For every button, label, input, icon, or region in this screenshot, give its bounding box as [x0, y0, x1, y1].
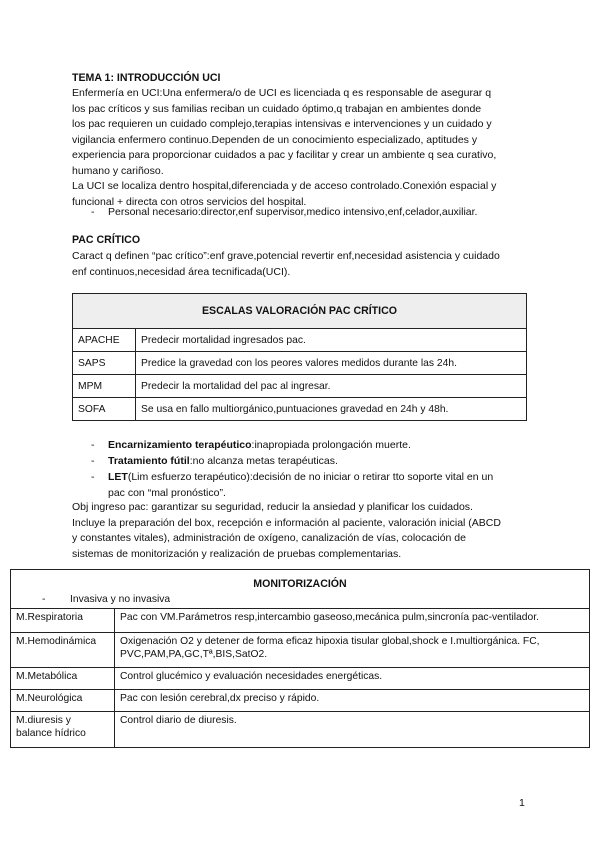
table-row — [11, 633, 590, 668]
page-number: 1 — [519, 797, 525, 809]
scales-table-header: ESCALAS VALORACIÓN PAC CRÍTICO — [73, 294, 527, 329]
monitoring-type: M.diuresis y balance hídrico — [11, 712, 115, 748]
ingreso-line: Obj ingreso pac: garantizar su seguridad, reducir la ansiedad y planificar los cuidados. — [72, 501, 473, 513]
intro-line: Enfermería en UCI:Una enfermera/o de UCI es licenciada q es responsable de asegurar q — [72, 87, 492, 99]
bullet-dash: - — [91, 206, 95, 218]
intro-line: funcional + directa con otros servicios del hospital. — [72, 195, 307, 208]
monitoring-description: Control glucémico y evaluación necesidades energéticas. — [115, 668, 590, 690]
table-row — [73, 398, 527, 421]
monitoring-subheader-text: Invasiva y no invasiva — [70, 593, 171, 605]
bullet-encarnizamiento — [108, 438, 411, 454]
table-row — [73, 375, 527, 398]
bullet-dash: - — [91, 471, 95, 483]
monitoring-description: Control diario de diuresis. — [115, 712, 590, 748]
ingreso-line: sistemas de monitorización y realización de pruebas complementarias. — [72, 547, 402, 560]
pac-critico-paragraph — [72, 249, 542, 280]
intro-line: los pac requieren un cuidado complejo,terapias intensivas e intervenciones y un cuidado y — [72, 118, 492, 130]
intro-line: vigilancia enfermero continuo.Dependen de un conocimiento especializado, aptitudes y — [72, 133, 478, 146]
monitoring-table-header: MONITORIZACIÓN — [253, 578, 347, 590]
scale-description: Predice la gravedad con los peores valores medidos durante las 24h. — [136, 352, 527, 375]
scales-table-header-row — [73, 294, 527, 329]
monitoring-description: Oxigenación O2 y detener de forma eficaz hipoxia tisular global,shock e I.multiorgánica. FC, PVC,PAM,PA,GC,Tª,BIS,SatO2. — [115, 633, 590, 668]
monitoring-table-header-row — [11, 570, 590, 609]
monitoring-description: Pac con lesión cerebral,dx preciso y rápido. — [115, 690, 590, 712]
bullet-term: Tratamiento fútil — [108, 455, 190, 467]
bullet-term: LET — [108, 471, 128, 483]
table-row — [73, 329, 527, 352]
personal-bullet: Personal necesario:director,enf supervisor,medico intensivo,enf,celador,auxiliar. — [108, 206, 478, 218]
table-row — [11, 668, 590, 690]
bullet-futil — [108, 454, 338, 470]
bullet-text: :inapropiada prolongación muerte. — [251, 439, 411, 451]
bullet-text-continued: pac con “mal pronóstico”. — [108, 486, 226, 499]
monitoring-type: M.Neurológica — [11, 690, 115, 712]
monitoring-subheader — [16, 594, 584, 607]
bullet-dash: - — [91, 439, 95, 451]
bullet-let — [108, 470, 538, 501]
monitoring-type: M.Metabólica — [11, 668, 115, 690]
scale-name: MPM — [73, 375, 136, 398]
monitoring-type: M.Respiratoria — [11, 609, 115, 633]
ingreso-line: Incluye la preparación del box, recepción e información al paciente, valoración inicial (ABCD — [72, 516, 501, 529]
bullet-term: Encarnizamiento terapéutico — [108, 439, 252, 451]
intro-line: los pac críticos y sus familias reciban un cuidado óptimo,q trabajan en ambientes donde — [72, 102, 482, 115]
monitoring-table — [10, 569, 590, 748]
bullet-dash: - — [91, 455, 95, 467]
table-row — [73, 352, 527, 375]
intro-line: La UCI se localiza dentro hospital,diferenciada y de acceso controlado.Conexión espacial y — [72, 180, 497, 192]
scale-description: Predecir la mortalidad del pac al ingresar. — [136, 375, 527, 398]
intro-line: humano y cariñoso. — [72, 164, 164, 177]
ingreso-paragraph — [72, 500, 542, 562]
table-row — [11, 609, 590, 633]
table-row — [11, 712, 590, 748]
monitoring-description: Pac con VM.Parámetros resp,intercambio gaseoso,mecánica pulm,sincronía pac-ventilador. — [115, 609, 590, 633]
intro-paragraph — [72, 86, 542, 210]
section-title-pac-critico: PAC CRÍTICO — [72, 234, 141, 246]
pac-critico-line: enf continuos,necesidad área tecnificada(UCI). — [72, 265, 291, 278]
bullet-text: :no alcanza metas terapéuticas. — [189, 455, 338, 467]
monitoring-type: M.Hemodinámica — [11, 633, 115, 668]
section-title-intro: TEMA 1: INTRODUCCIÓN UCI — [72, 72, 221, 84]
table-row — [11, 690, 590, 712]
bullet-dash: - — [42, 593, 46, 605]
scale-description: Se usa en fallo multiorgánico,puntuaciones gravedad en 24h y 48h. — [136, 398, 527, 421]
scale-name: APACHE — [73, 329, 136, 352]
ingreso-line: y constantes vitales), administración de oxígeno, canalización de vías, colocación de — [72, 532, 466, 544]
pac-critico-line: Caract q definen “pac crítico”:enf grave,potencial revertir enf,necesidad asistencia y cuidado — [72, 250, 500, 262]
bullet-text: (Lim esfuerzo terapéutico):decisión de no iniciar o retirar tto soporte vital en un — [127, 471, 494, 483]
scale-description: Predecir mortalidad ingresados pac. — [136, 329, 527, 352]
scale-name: SAPS — [73, 352, 136, 375]
intro-line: experiencia para proporcionar cuidados a pac y facilitar y crear un ambiente q sea curativo, — [72, 149, 497, 161]
scale-name: SOFA — [73, 398, 136, 421]
scales-table — [72, 293, 527, 421]
monitoring-header-cell — [11, 570, 590, 609]
